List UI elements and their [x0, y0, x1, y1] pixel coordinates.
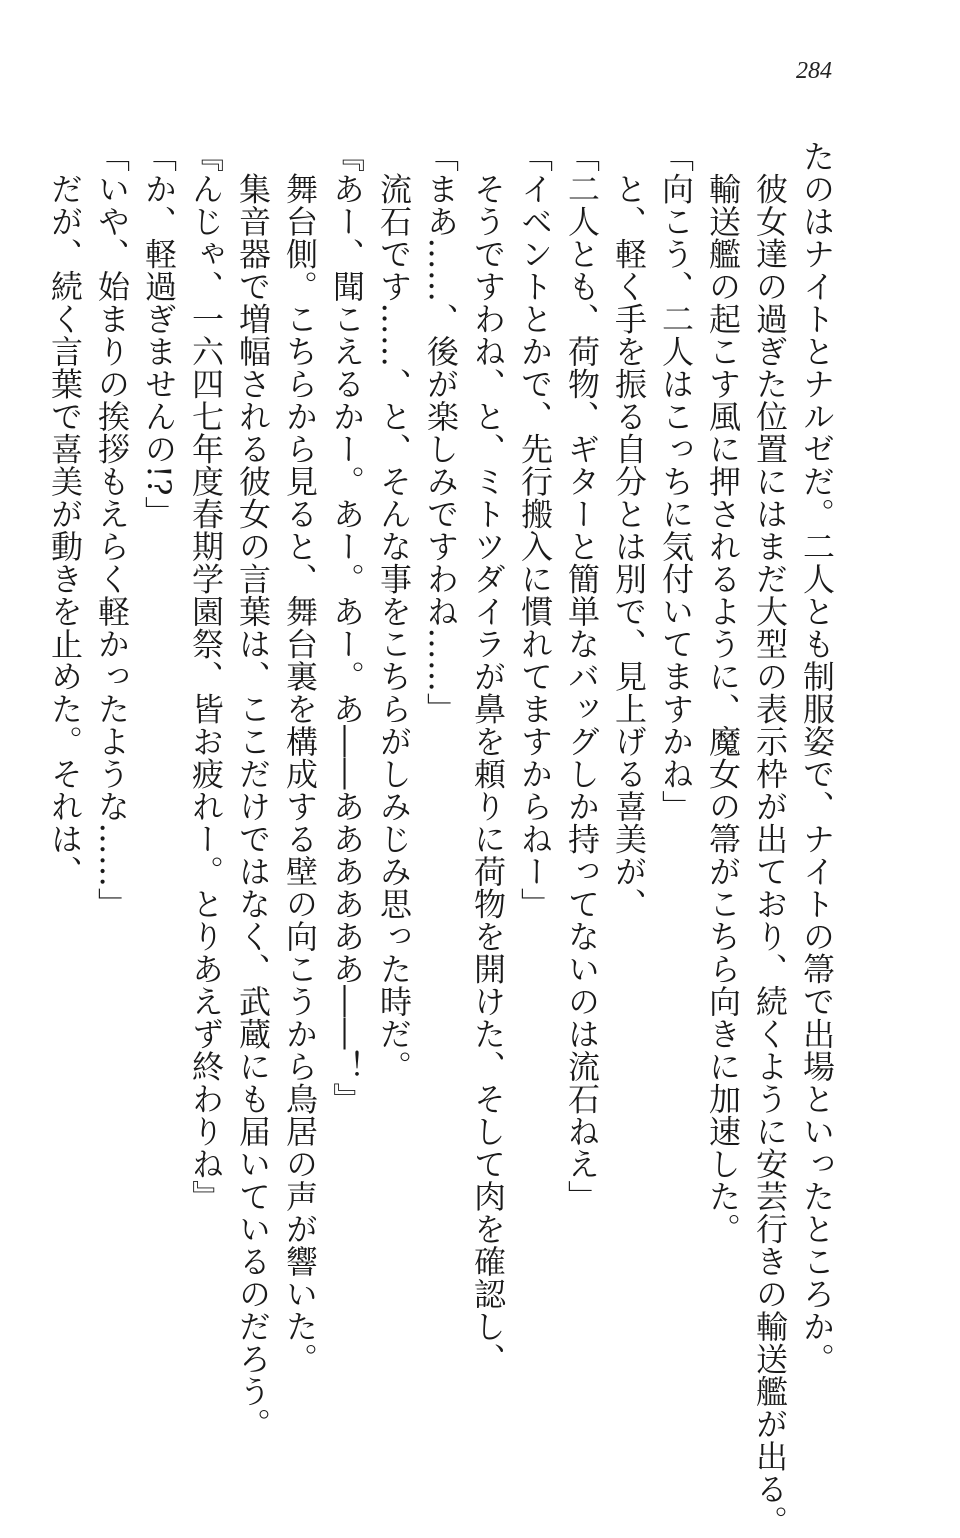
- text-line-11: 『あー、聞こえるかー。あー。あー。あ――ああああああ――！』: [328, 140, 366, 1115]
- text-line-17: だが、続く言葉で喜美が動きを止めた。それは、: [46, 140, 84, 888]
- page-number: 284: [796, 58, 832, 84]
- text-line-10: 流石です……、と、そんな事をこちらがしみじみ思った時だ。: [375, 140, 413, 1083]
- text-line-6: 「二人とも、荷物、ギターと簡単なバッグしか持ってないのは流石ねえ」: [563, 140, 601, 1213]
- text-line-13: 集音器で増幅される彼女の言葉は、ここだけではなく、武蔵にも届いているのだろう。: [234, 140, 272, 1440]
- text-line-8: そうですわね、と、ミトツダイラが鼻を頼りに荷物を開けた、そして肉を確認し、: [469, 140, 507, 1375]
- text-line-3: 輸送艦の起こす風に押されるように、魔女の箒がこちら向きに加速した。: [704, 140, 742, 1245]
- text-line-14: 『んじゃ、一六四七年度春期学園祭、皆お疲れー。とりあえず終わりね』: [187, 140, 225, 1213]
- text-line-7: 「イベントとかで、先行搬入に慣れてますからねー」: [516, 140, 554, 920]
- text-line-16: 「いや、始まりの挨拶もえらく軽かったような……」: [93, 140, 131, 920]
- vertical-text-body: [41, 140, 840, 1538]
- text-line-5: と、軽く手を振る自分とは別で、見上げる喜美が、: [610, 140, 648, 920]
- text-line-15: 「か、軽過ぎませんの!?」: [140, 140, 178, 529]
- text-line-9: 「まあ……、後が楽しみですわね……」: [422, 140, 460, 725]
- text-line-2: 彼女達の過ぎた位置にはまだ大型の表示枠が出ており、続くように安芸行きの輸送艦が出る。: [751, 140, 789, 1538]
- text-line-12: 舞台側。こちらから見ると、舞台裏を構成する壁の向こうから鳥居の声が響いた。: [281, 140, 319, 1375]
- text-line-4: 「向こう、二人はこっちに気付いてますかね」: [657, 140, 695, 823]
- text-line-1: たのはナイトとナルゼだ。二人とも制服姿で、ナイトの箒で出場といったところか。: [798, 140, 836, 1375]
